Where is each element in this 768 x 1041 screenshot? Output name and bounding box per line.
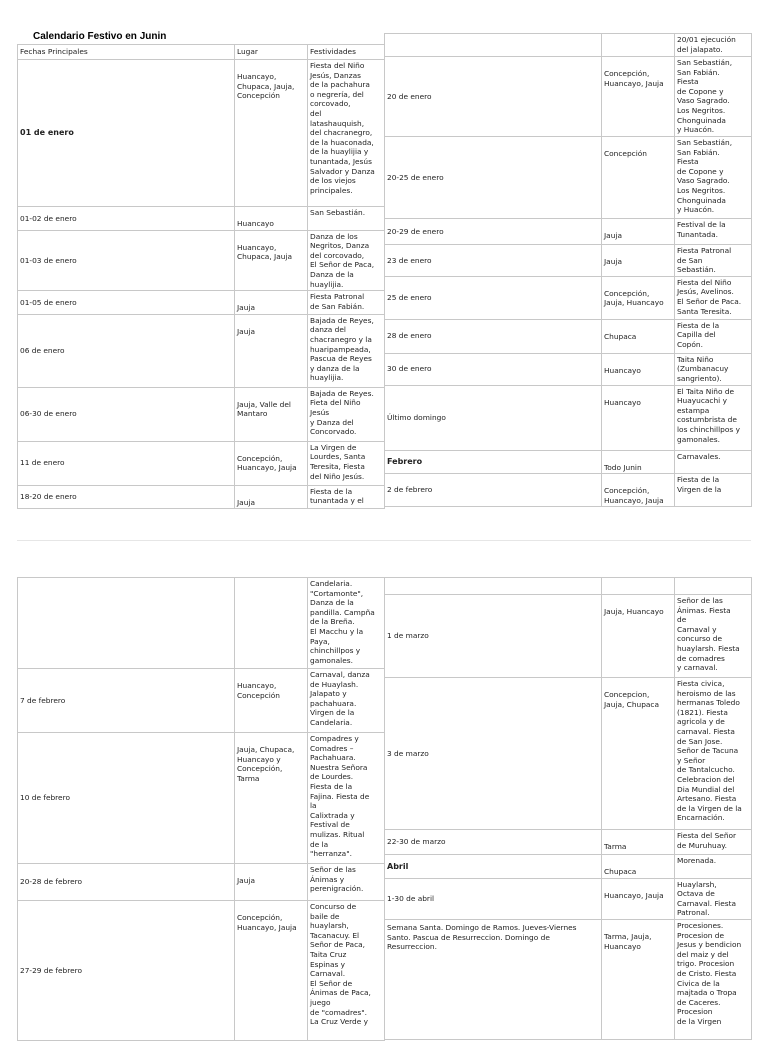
- cell-fecha: 18-20 de enero: [18, 485, 235, 509]
- cell-fecha: 28 de enero: [385, 319, 602, 353]
- cell-fecha: 06 de enero: [18, 314, 235, 387]
- table-row: [18, 441, 385, 485]
- cell-festividades: Fiesta de la tunantada y el: [308, 485, 385, 509]
- table-row: [385, 245, 752, 277]
- table-row: [385, 276, 752, 319]
- cell-lugar: Jauja: [235, 314, 308, 387]
- cell-festividades: Carnaval, danza de Huaylash. Jalapato y pachahuara. Virgen de la Candelaria.: [308, 669, 385, 733]
- cell-fecha: 22-30 de marzo: [385, 830, 602, 855]
- cell-festividades: San Sebastián.: [308, 207, 385, 231]
- cell-lugar: Huancayo, Jauja: [602, 878, 675, 919]
- cell-festividades: Fiesta del Niño Jesús, Danzas de la pachahura o negrería, del corcovado, del latashauquish, del chacranegro, de la huaconada, de la huaylijia y tunantada, Jesús Salvador y Danza de los viejos principales.: [308, 60, 385, 207]
- cell-lugar: Concepción, Huancayo, Jauja: [602, 57, 675, 137]
- cell-lugar: [602, 578, 675, 595]
- cell-lugar: Tarma: [602, 830, 675, 855]
- cell-festividades: Bajada de Reyes, danza del chacranegro y la huaripampeada, Pascua de Reyes y danza de la huaylijia.: [308, 314, 385, 387]
- cell-lugar: Jauja: [235, 291, 308, 315]
- table-row: [385, 34, 752, 57]
- cell-lugar: [235, 578, 308, 669]
- cell-lugar: Huancayo: [602, 385, 675, 450]
- table-row: [385, 595, 752, 678]
- cell-fecha: 2 de febrero: [385, 474, 602, 507]
- cell-festividades: Concurso de baile de huaylarsh, Tacanacuy. El Señor de Paca, Taita Cruz Espinas y Carnaval. El Señor de Ánimas de Paca, juego de "comadres". La Cruz Verde y: [308, 901, 385, 1041]
- cell-lugar: Concepción, Huancayo, Jauja: [602, 474, 675, 507]
- cell-festividades: Huaylarsh, Octava de Carnaval. Fiesta Patronal.: [675, 878, 752, 919]
- cell-lugar: Concepcion, Jauja, Chupaca: [602, 678, 675, 830]
- table-row: [18, 387, 385, 441]
- cell-fecha: 7 de febrero: [18, 669, 235, 733]
- cell-lugar: [602, 34, 675, 57]
- cell-lugar: Tarma, Jauja, Huancayo: [602, 919, 675, 1039]
- cell-festividades: Señor de las Ánimas y perenigración.: [308, 864, 385, 901]
- cell-festividades: Fiesta civica, heroismo de las hermanas Toledo (1821). Fiesta agricola y de carnaval. Fiesta de San Jose. Señor de Tacuna y Señor de Tantalcucho. Celebracion del Dia Mundial del Artesano. Fiesta de la Virgen de la Encarnación.: [675, 678, 752, 830]
- cell-festividades: Compadres y Comadres – Pachahuara. Nuestra Señora de Lourdes. Fiesta de la Fajina. Fiesta de la Calixtrada y Festival de mulizas. Ritual de la "herranza".: [308, 733, 385, 864]
- table-row: [18, 578, 385, 669]
- cell-lugar: Chupaca: [602, 319, 675, 353]
- cell-festividades: Fiesta de la Capilla del Copón.: [675, 319, 752, 353]
- table-row: [385, 319, 752, 353]
- festival-table-page2-left: [17, 577, 385, 1041]
- cell-lugar: Jauja: [602, 245, 675, 277]
- table-row: [385, 578, 752, 595]
- table-row: [385, 450, 752, 474]
- cell-lugar: Chupaca: [602, 855, 675, 879]
- cell-fecha: 01-02 de enero: [18, 207, 235, 231]
- table-row: [385, 219, 752, 245]
- cell-fecha: Último domingo: [385, 385, 602, 450]
- cell-lugar: Huancayo: [235, 207, 308, 231]
- cell-lugar: Huancayo, Chupaca, Jauja: [235, 230, 308, 291]
- table-row: [385, 830, 752, 855]
- document-title: Calendario Festivo en Junin: [33, 31, 167, 42]
- cell-lugar: Todo Junin: [602, 450, 675, 474]
- cell-fecha: [18, 578, 235, 669]
- cell-festividades: Festival de la Tunantada.: [675, 219, 752, 245]
- cell-lugar: Jauja: [602, 219, 675, 245]
- cell-lugar: Jauja, Huancayo: [602, 595, 675, 678]
- cell-fecha: 3 de marzo: [385, 678, 602, 830]
- table-row: [18, 60, 385, 207]
- cell-fecha: [385, 578, 602, 595]
- cell-lugar: Jauja, Valle del Mantaro: [235, 387, 308, 441]
- cell-fecha: 20-29 de enero: [385, 219, 602, 245]
- cell-fecha: 01-03 de enero: [18, 230, 235, 291]
- cell-festividades: El Taita Niño de Huayucachi y estampa costumbrista de los chinchillpos y gamonales.: [675, 385, 752, 450]
- cell-lugar: Huancayo, Chupaca, Jauja, Concepción: [235, 60, 308, 207]
- cell-festividades: Fiesta del Niño Jesús, Avelinos. El Señor de Paca. Santa Teresita.: [675, 276, 752, 319]
- header-festividades: Festividades: [308, 45, 385, 60]
- table-row: [18, 230, 385, 291]
- cell-festividades: Carnavales.: [675, 450, 752, 474]
- table-row: [18, 485, 385, 509]
- table-header-row: [18, 45, 385, 60]
- cell-fecha: 20-28 de febrero: [18, 864, 235, 901]
- festival-table-page1-right: [384, 33, 752, 507]
- table-row: [18, 864, 385, 901]
- cell-fecha: [385, 34, 602, 57]
- table-row: [385, 353, 752, 385]
- cell-festividades: Danza de los Negritos, Danza del corcovado, El Señor de Paca, Danza de la huaylijia.: [308, 230, 385, 291]
- table-row: [385, 678, 752, 830]
- festival-table-page1-left: [17, 44, 385, 509]
- cell-lugar: Concepción, Jauja, Huancayo: [602, 276, 675, 319]
- table-row: [18, 669, 385, 733]
- cell-festividades: Bajada de Reyes. Fieta del Niño Jesús y Danza del Concorvado.: [308, 387, 385, 441]
- table-row: [385, 385, 752, 450]
- header-fechas: Fechas Principales: [18, 45, 235, 60]
- cell-lugar: Jauja: [235, 485, 308, 509]
- cell-fecha: 30 de enero: [385, 353, 602, 385]
- cell-festividades: Fiesta de la Virgen de la: [675, 474, 752, 507]
- cell-fecha: 27-29 de febrero: [18, 901, 235, 1041]
- table-row: [385, 855, 752, 879]
- cell-lugar: Concepción, Huancayo, Jauja: [235, 441, 308, 485]
- cell-festividades: [675, 578, 752, 595]
- cell-fecha: Semana Santa. Domingo de Ramos. Jueves-Viernes Santo. Pascua de Resurreccion. Domingo de Resurreccion.: [385, 919, 602, 1039]
- cell-festividades: San Sebastián, San Fabián. Fiesta de Copone y Vaso Sagrado. Los Negritos. Chonguinada y Huacón.: [675, 57, 752, 137]
- cell-fecha: Febrero: [385, 450, 602, 474]
- cell-festividades: Taita Niño (Zumbanacuy sangriento).: [675, 353, 752, 385]
- cell-fecha: 01 de enero: [18, 60, 235, 207]
- cell-festividades: Fiesta Patronal de San Fabián.: [308, 291, 385, 315]
- festival-table-page2-right: [384, 577, 752, 1040]
- table-row: [385, 474, 752, 507]
- cell-festividades: San Sebastián, San Fabián. Fiesta de Copone y Vaso Sagrado. Los Negritos. Chonguinada y Huacón.: [675, 137, 752, 219]
- cell-festividades: Candelaria. "Cortamonte", Danza de la pandilla. Campña de la Breña. El Macchu y la Paya, chinchillpos y gamonales.: [308, 578, 385, 669]
- table-row: [385, 878, 752, 919]
- cell-lugar: Jauja, Chupaca, Huancayo y Concepción, Tarma: [235, 733, 308, 864]
- cell-fecha: 23 de enero: [385, 245, 602, 277]
- table-row: [18, 207, 385, 231]
- cell-festividades: Procesiones. Procesion de Jesus y bendicion del maiz y del trigo. Procesion de Cristo. Fiesta Civica de la majtada o Tropa de Caceres. Procesion de la Virgen: [675, 919, 752, 1039]
- cell-lugar: Huancayo, Concepción: [235, 669, 308, 733]
- page-separator: [17, 540, 751, 541]
- cell-fecha: 1 de marzo: [385, 595, 602, 678]
- table-row: [18, 291, 385, 315]
- cell-fecha: 06-30 de enero: [18, 387, 235, 441]
- cell-festividades: Fiesta Patronal de San Sebastián.: [675, 245, 752, 277]
- cell-lugar: Jauja: [235, 864, 308, 901]
- cell-fecha: 20-25 de enero: [385, 137, 602, 219]
- cell-fecha: 1-30 de abril: [385, 878, 602, 919]
- table-row: [18, 733, 385, 864]
- cell-festividades: 20/01 ejecución del jalapato.: [675, 34, 752, 57]
- cell-fecha: 20 de enero: [385, 57, 602, 137]
- table-row: [385, 57, 752, 137]
- cell-fecha: 25 de enero: [385, 276, 602, 319]
- table-row: [385, 919, 752, 1039]
- cell-festividades: Fiesta del Señor de Muruhuay.: [675, 830, 752, 855]
- cell-fecha: 11 de enero: [18, 441, 235, 485]
- cell-lugar: Huancayo: [602, 353, 675, 385]
- cell-festividades: Morenada.: [675, 855, 752, 879]
- cell-lugar: Concepción, Huancayo, Jauja: [235, 901, 308, 1041]
- cell-fecha: Abril: [385, 855, 602, 879]
- cell-festividades: Señor de las Ánimas. Fiesta de Carnaval y concurso de huaylarsh. Fiesta de comadres y carnaval.: [675, 595, 752, 678]
- header-lugar: Lugar: [235, 45, 308, 60]
- cell-festividades: La Virgen de Lourdes, Santa Teresita, Fiesta del Niño Jesús.: [308, 441, 385, 485]
- table-row: [385, 137, 752, 219]
- cell-fecha: 01-05 de enero: [18, 291, 235, 315]
- cell-lugar: Concepción: [602, 137, 675, 219]
- cell-fecha: 10 de febrero: [18, 733, 235, 864]
- table-row: [18, 901, 385, 1041]
- table-row: [18, 314, 385, 387]
